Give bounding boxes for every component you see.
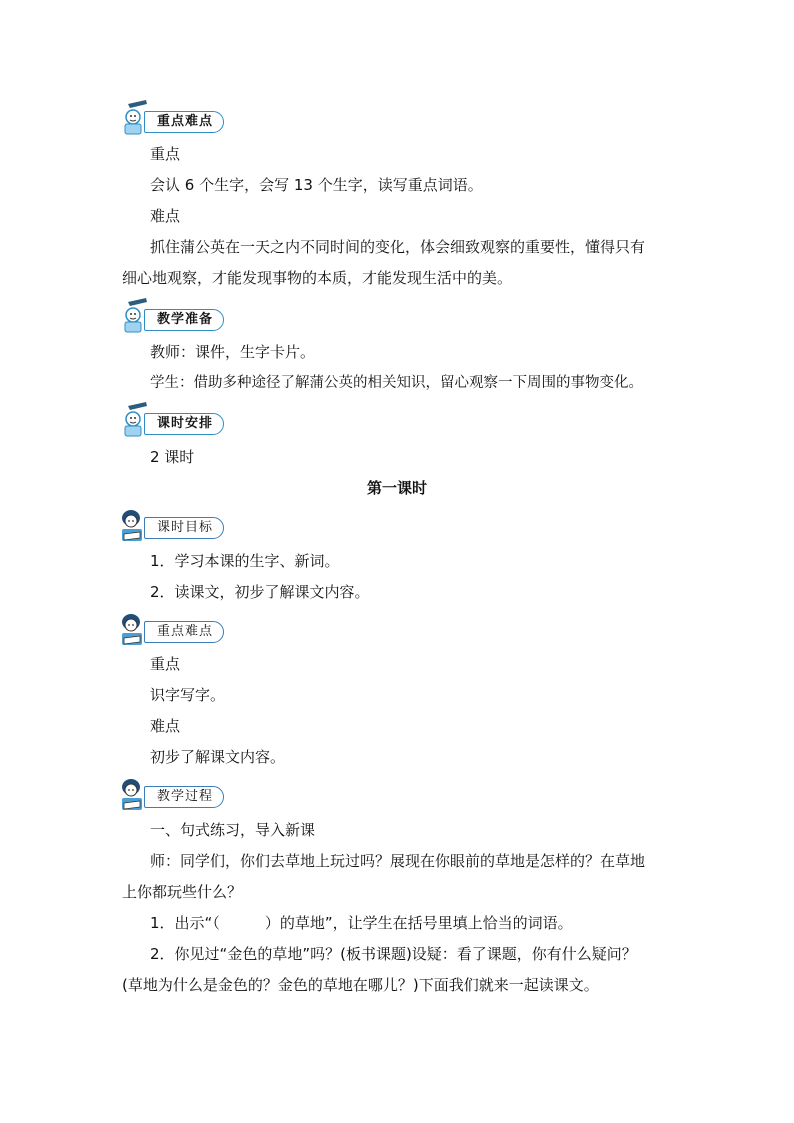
text-line: 1．出示“（ ）的草地”，让学生在括号里填上恰当的词语。: [150, 914, 573, 932]
text-line: 重点: [150, 655, 181, 673]
text-line: 师：同学们，你们去草地上玩过吗？展现在你眼前的草地是怎样的？在草地: [150, 852, 646, 870]
section-header-preparation: [116, 298, 266, 336]
section-title: 重点难点: [144, 621, 224, 643]
section-header-schedule: [116, 402, 266, 440]
section-title: 教学准备: [144, 309, 224, 331]
text-line: 一、句式练习，导入新课: [150, 821, 316, 839]
section-header-goals: [116, 506, 266, 544]
text-line: 教师：课件，生字卡片。: [150, 343, 316, 361]
text-line: 重点: [150, 145, 181, 163]
section-header-key-points: [116, 100, 266, 138]
section-title: 教学过程: [144, 786, 224, 808]
text-line: 上你都玩些什么？: [122, 883, 243, 901]
section-title: 重点难点: [144, 111, 224, 133]
section-title: 课时目标: [144, 517, 224, 539]
text-line: 1．学习本课的生字、新词。: [150, 552, 340, 570]
text-line: 难点: [150, 717, 181, 735]
text-line: 2 课时: [150, 448, 195, 466]
text-line: 抓住蒲公英在一天之内不同时间的变化，体会细致观察的重要性，懂得只有: [150, 238, 646, 256]
section-header-process: [116, 775, 266, 813]
text-line: 学生：借助多种途径了解蒲公英的相关知识，留心观察一下周围的事物变化。: [150, 375, 643, 391]
text-line: 2．你见过“金色的草地”吗？(板书课题)设疑：看了课题，你有什么疑问？: [150, 945, 637, 963]
text-line: 2．读课文，初步了解课文内容。: [150, 583, 370, 601]
section-title: 课时安排: [144, 413, 224, 435]
text-line: 初步了解课文内容。: [150, 748, 286, 766]
text-line: 会认 6 个生字，会写 13 个生字，读写重点词语。: [150, 176, 483, 194]
text-line: 细心地观察，才能发现事物的本质，才能发现生活中的美。: [122, 269, 513, 287]
text-line: (草地为什么是金色的？金色的草地在哪儿？)下面我们就来一起读课文。: [122, 976, 599, 994]
lesson-title: 第一课时: [366, 479, 427, 497]
section-header-key-points-2: [116, 610, 266, 648]
text-line: 识字写字。: [150, 686, 226, 704]
text-line: 难点: [150, 207, 181, 225]
